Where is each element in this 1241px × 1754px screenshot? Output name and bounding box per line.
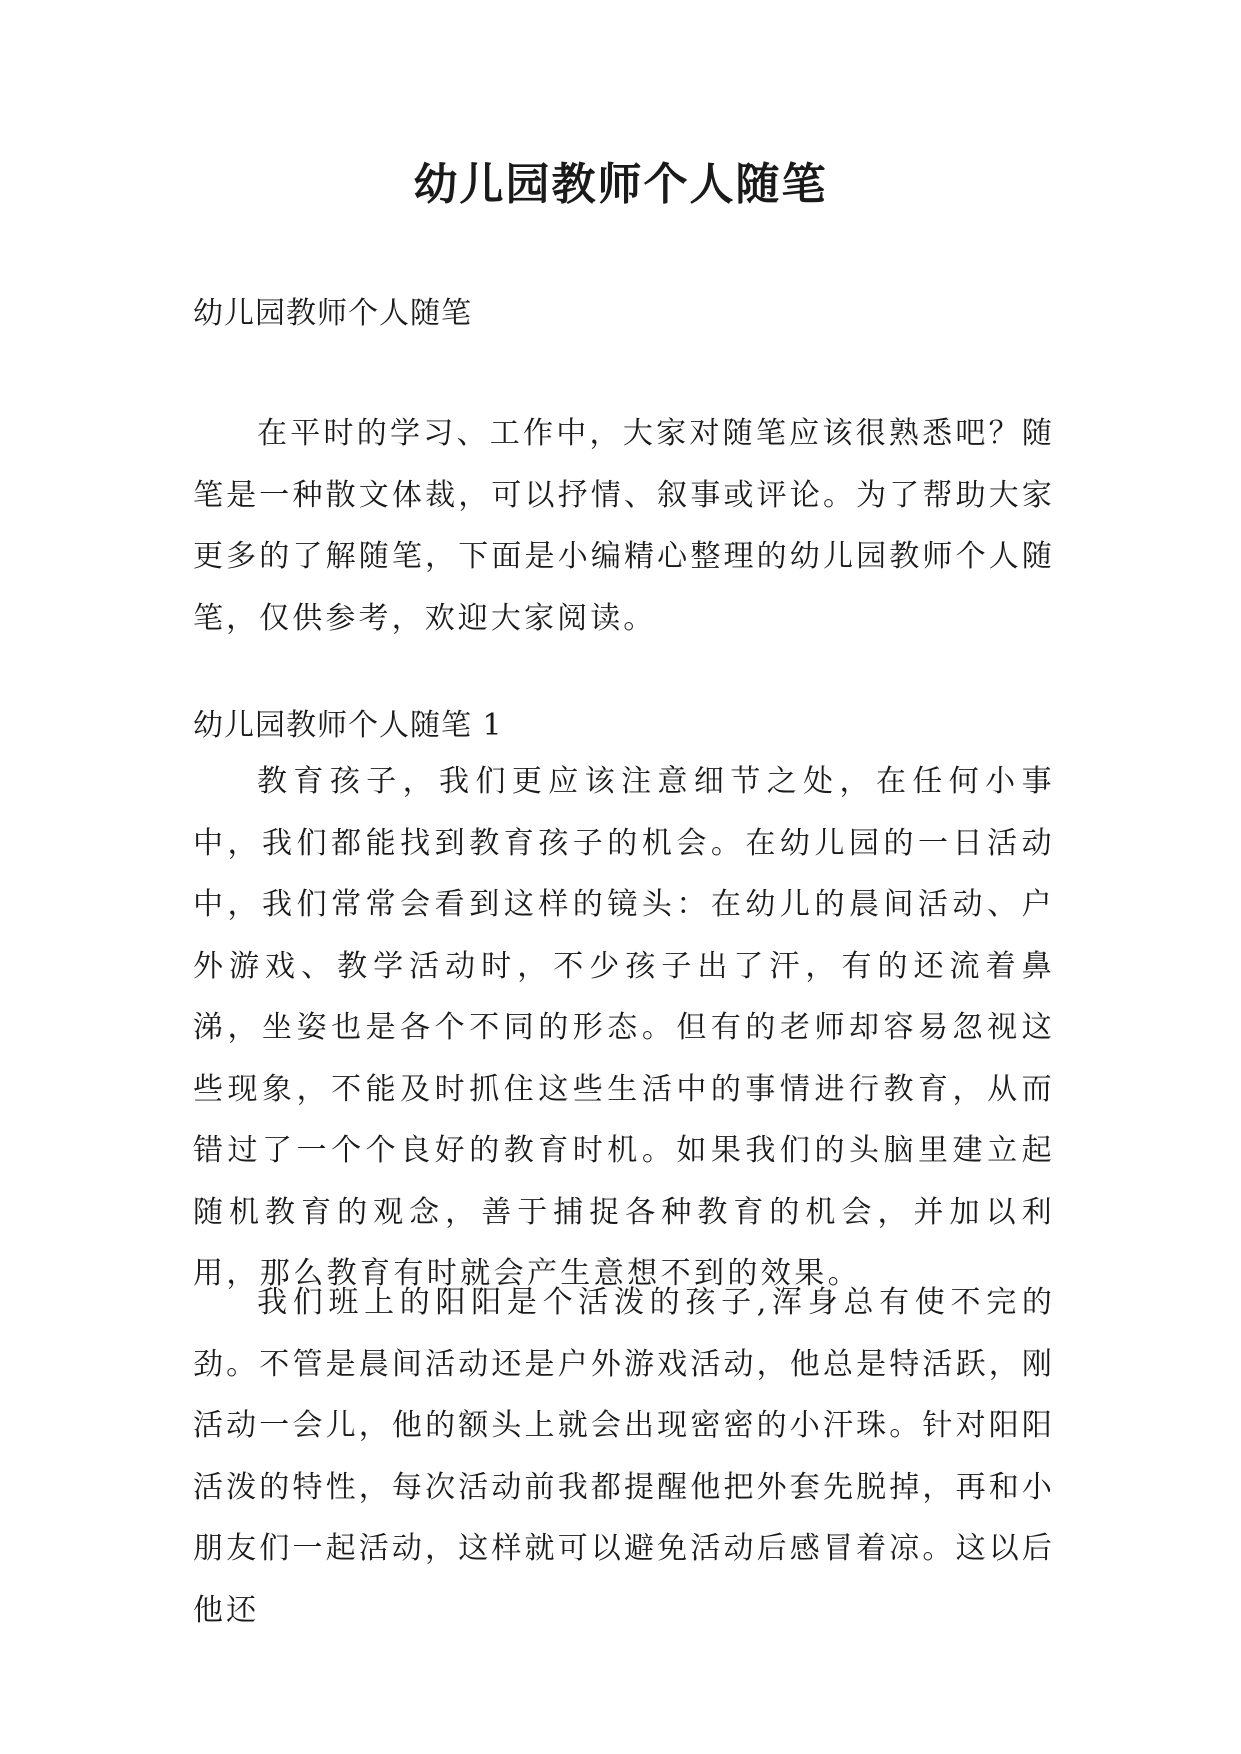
- section-title: 幼儿园教师个人随笔 1: [193, 708, 503, 743]
- document-title: 幼儿园教师个人随笔: [413, 159, 828, 210]
- document-subtitle: 幼儿园教师个人随笔: [193, 296, 472, 331]
- body-paragraph-1: 教育孩子，我们更应该注意细节之处，在任何小事中，我们都能找到教育孩子的机会。在幼儿园的一日活动中，我们常常会看到这样的镜头：在幼儿的晨间活动、户外游戏、教学活动时，不少孩子出了汗，有的还流着鼻涕，坐姿也是各个不同的形态。但有的老师却容易忽视这些现象，不能及时抓住这些生活中的事情进行教育，从而错过了一个个良好的教育时机。如果我们的头脑里建立起随机教育的观念，善于捕捉各种教育的机会，并加以利用，那么教育有时就会产生意想不到的效果。: [193, 764, 1055, 1291]
- body-paragraph-2: 我们班上的阳阳是个活泼的孩子,浑身总有使不完的劲。不管是晨间活动还是户外游戏活动，他总是特活跃，刚活动一会儿，他的额头上就会出现密密的小汗珠。针对阳阳活泼的特性，每次活动前我都提醒他把外套先脱掉，再和小朋友们一起活动，这样就可以避免活动后感冒着凉。这以后他还: [193, 1285, 1055, 1628]
- intro-paragraph: 在平时的学习、工作中，大家对随笔应该很熟悉吧？随笔是一种散文体裁，可以抒情、叙事或评论。为了帮助大家更多的了解随笔，下面是小编精心整理的幼儿园教师个人随笔，仅供参考，欢迎大家阅读。: [193, 416, 1055, 636]
